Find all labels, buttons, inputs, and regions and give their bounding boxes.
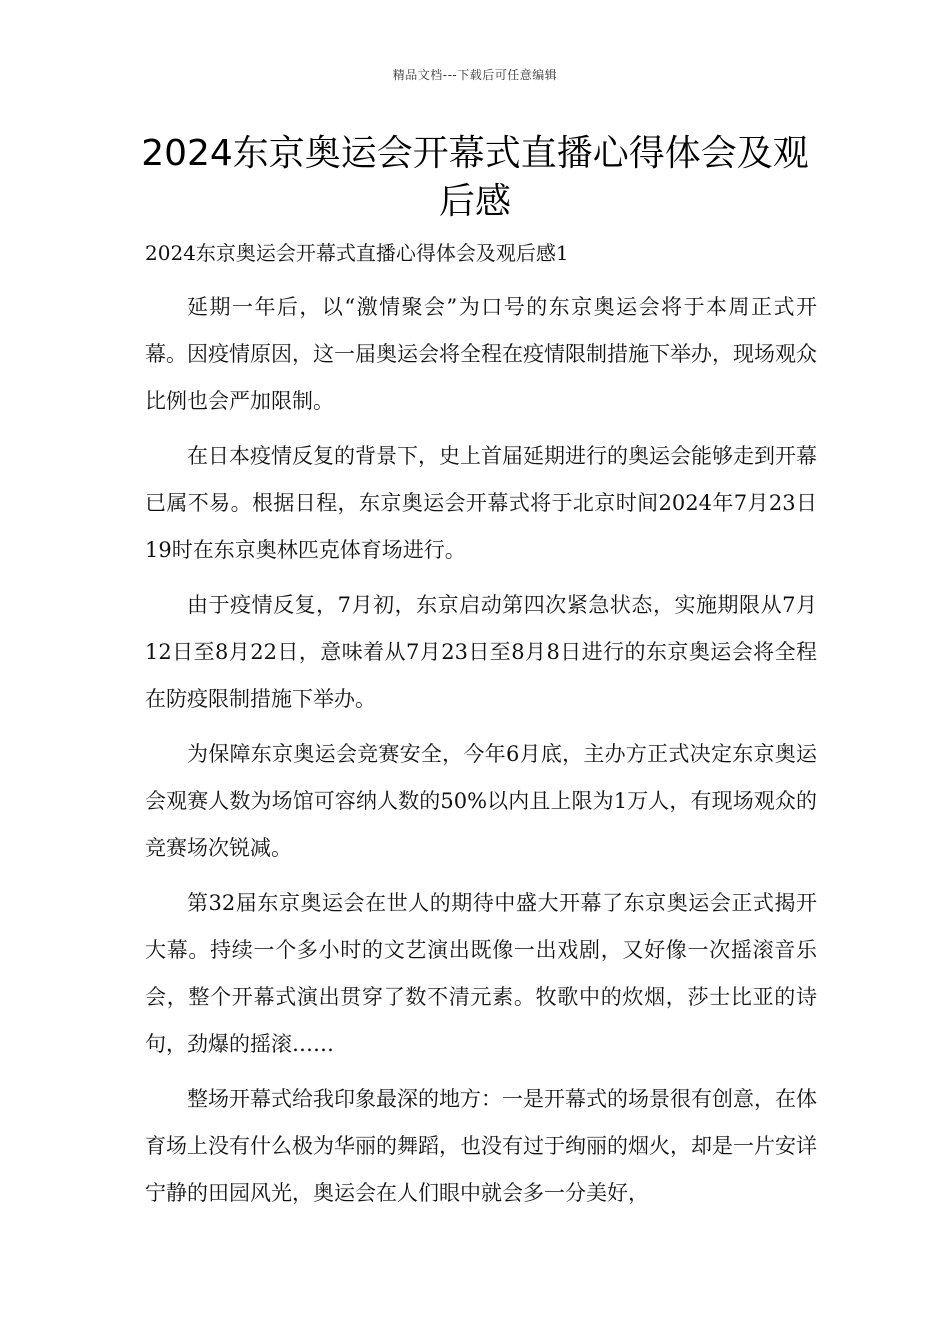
paragraph-2: 在日本疫情反复的背景下，史上首届延期进行的奥运会能够走到开幕已属不易。根据日程，东京奥运会开幕式将于北京时间2024年7月23日19时在东京奥林匹克体育场进行。: [145, 444, 817, 562]
paragraph-1: 延期一年后，以“激情聚会”为口号的东京奥运会将于本周正式开幕。因疫情原因，这一届奥运会将全程在疫情限制措施下举办，现场观众比例也会严加限制。: [145, 295, 817, 413]
paragraph-6: 整场开幕式给我印象最深的地方：一是开幕式的场景很有创意，在体育场上没有什么极为华丽的舞蹈，也没有过于绚丽的烟火，却是一片安详宁静的田园风光，奥运会在人们眼中就会多一分美好，: [145, 1087, 817, 1205]
section-subtitle: 2024东京奥运会开幕式直播心得体会及观后感1: [145, 241, 569, 265]
paragraph-5: 第32届东京奥运会在世人的期待中盛大开幕了东京奥运会正式揭开大幕。持续一个多小时的文艺演出既像一出戏剧，又好像一次摇滚音乐会，整个开幕式演出贯穿了数不清元素。牧歌中的炊烟，莎士比亚的诗句，劲爆的摇滚……: [145, 891, 817, 1056]
paragraph-4: 为保障东京奥运会竞赛安全，今年6月底，主办方正式决定东京奥运会观赛人数为场馆可容纳人数的50%以内且上限为1万人，有现场观众的竞赛场次锐减。: [145, 742, 817, 860]
document-title: 2024东京奥运会开幕式直播心得体会及观后感: [141, 133, 809, 222]
paragraph-3: 由于疫情反复，7月初，东京启动第四次紧急状态，实施期限从7月12日至8月22日，意味着从7月23日至8月8日进行的东京奥运会将全程在防疫限制措施下举办。: [145, 593, 817, 711]
header-note: 精品文档---下载后可任意编辑: [392, 68, 558, 82]
document-body: [145, 234, 817, 1225]
